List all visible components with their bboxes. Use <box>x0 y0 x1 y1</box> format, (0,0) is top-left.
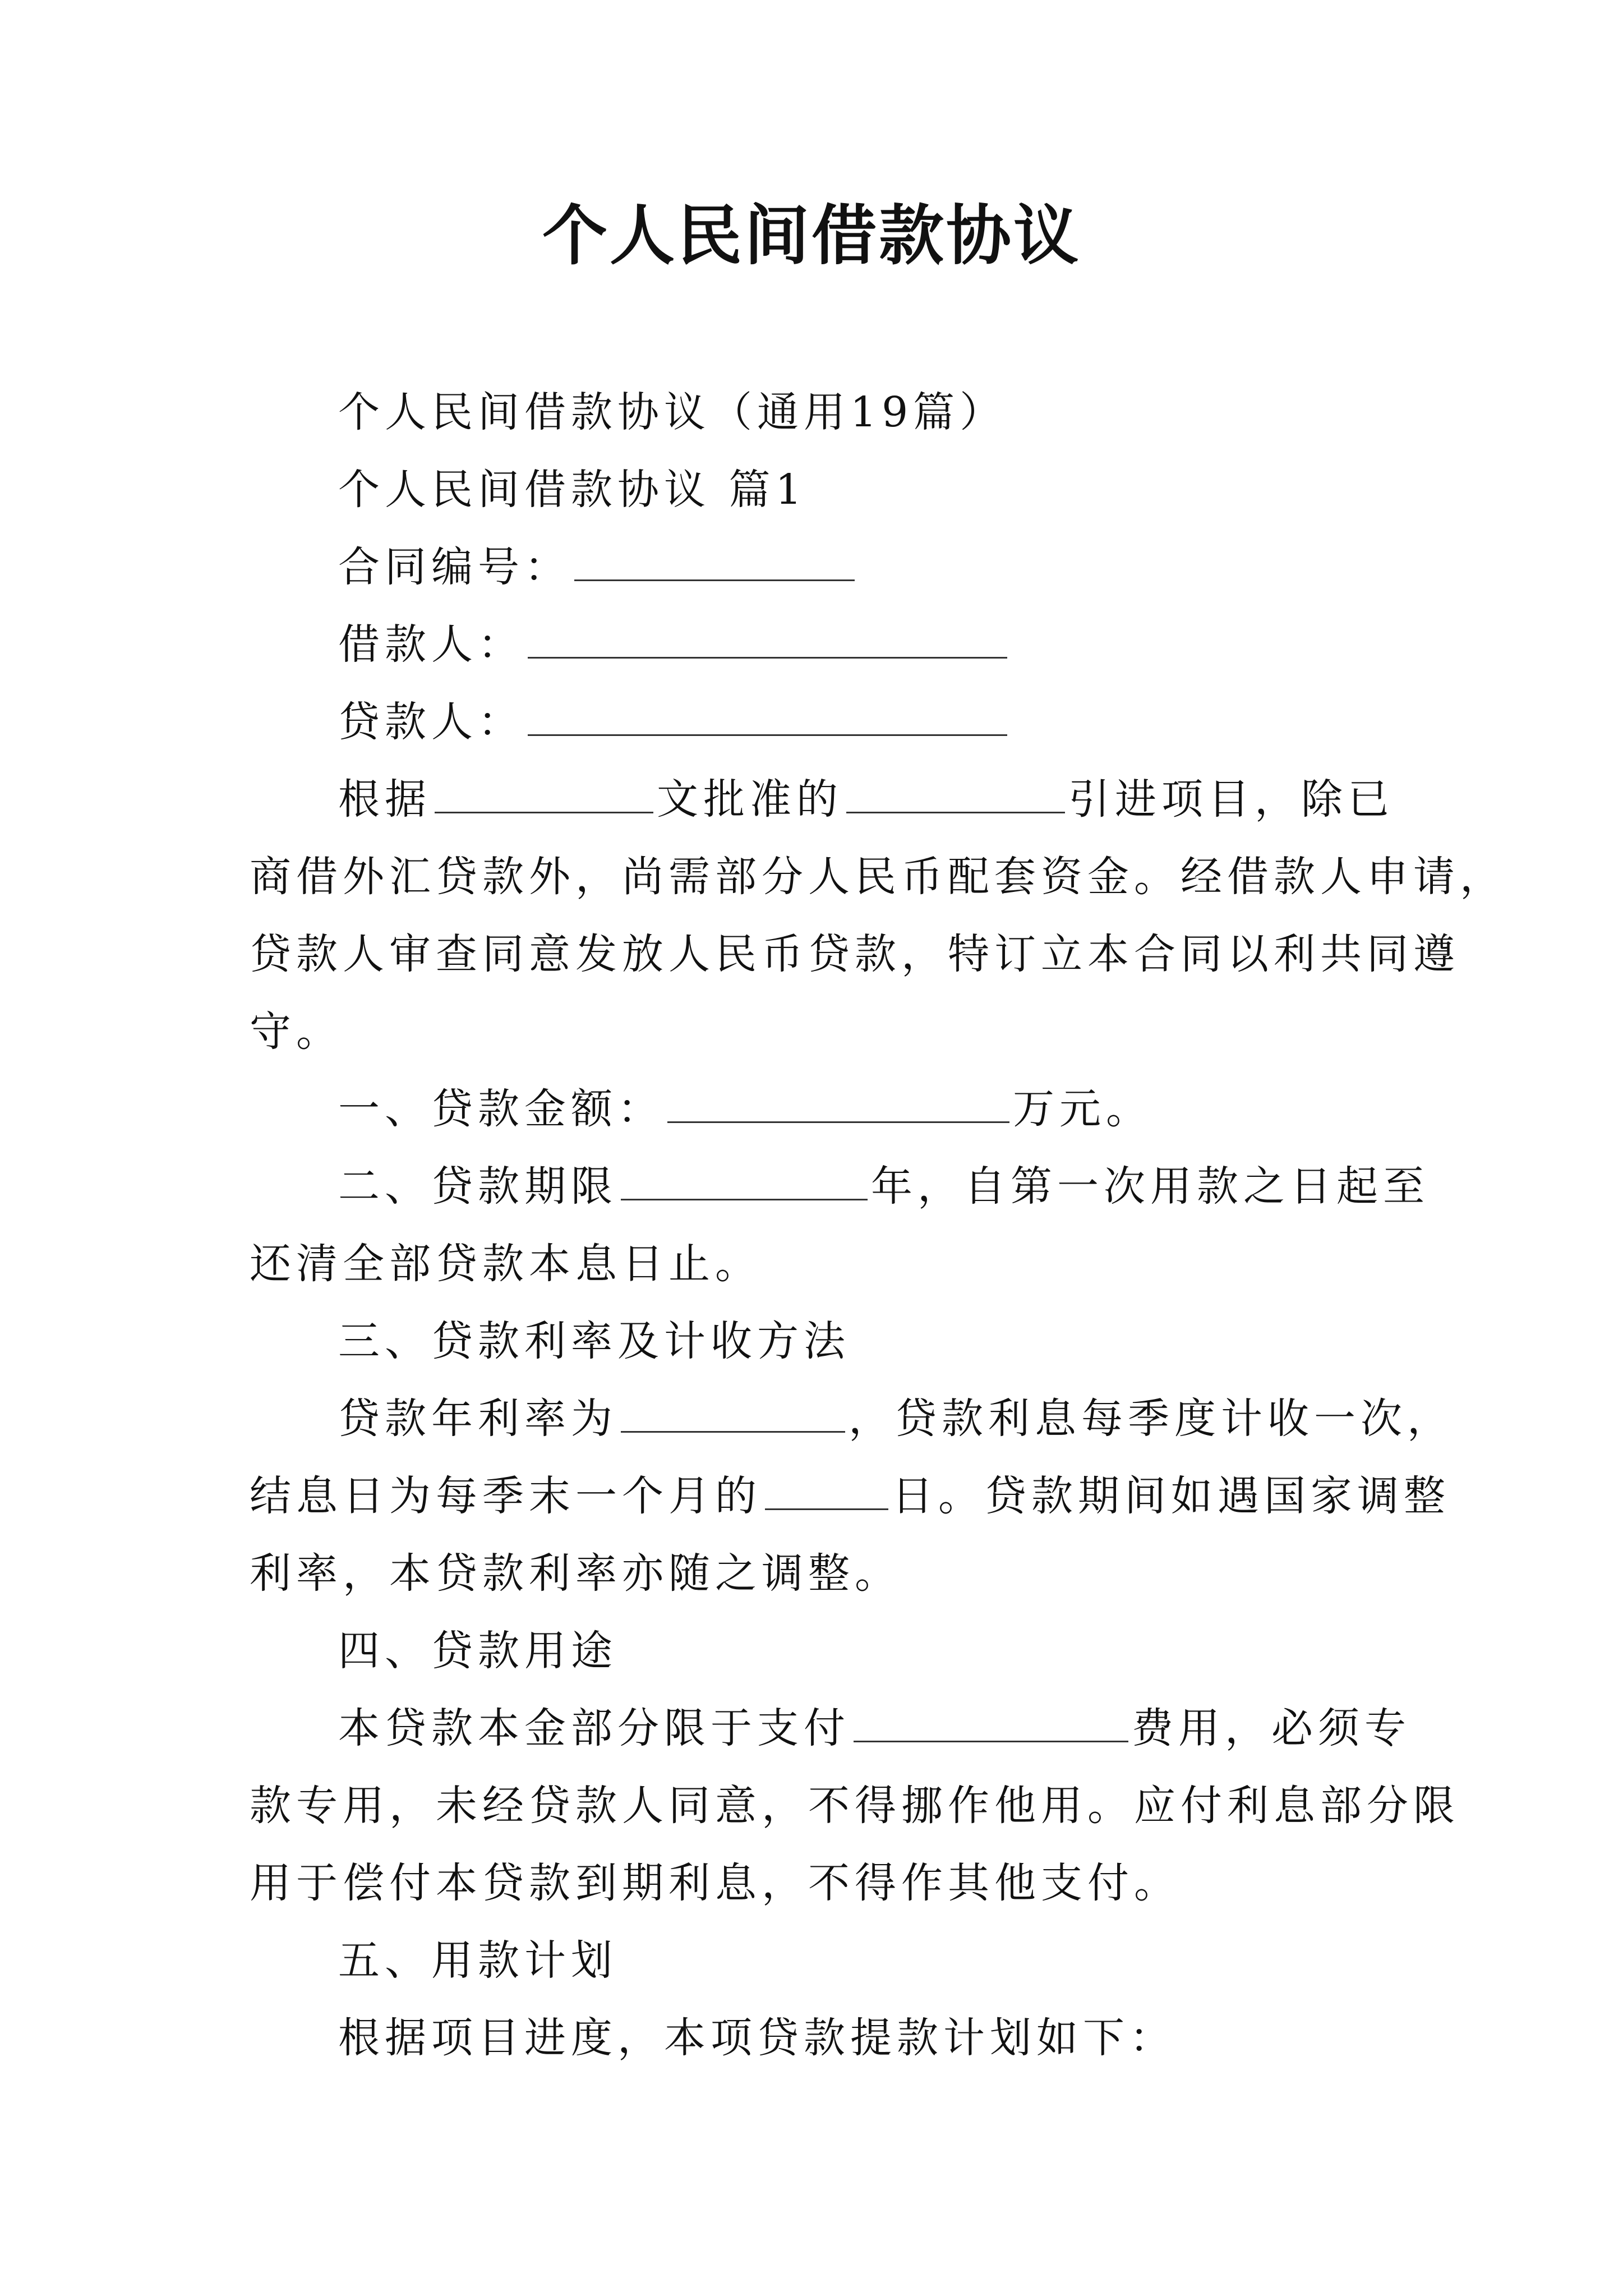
text-segment: ，贷款利息每季度计收一次， <box>849 1395 1454 1443</box>
text-segment: 三、贷款利率及计收方法 <box>338 1317 850 1365</box>
text-segment: 个人民间借款协议（通用19篇） <box>338 388 1007 436</box>
text-segment: 万元。 <box>1013 1085 1152 1133</box>
text-line <box>250 771 1482 827</box>
text-segment: 引进项目，除已 <box>1068 775 1394 823</box>
text-segment: 日。贷款期间如遇国家调整 <box>892 1472 1450 1520</box>
fill-blank <box>435 776 653 813</box>
text-line <box>250 1158 1482 1214</box>
text-segment: 一、贷款金额： <box>338 1085 664 1133</box>
text-segment: 贷款人审查同意发放人民币贷款，特订立本合同以利共同遵 <box>250 930 1460 978</box>
text-segment: 根据项目进度，本项贷款提款计划如下： <box>338 2014 1176 2062</box>
text-line <box>250 384 1482 440</box>
fill-blank <box>846 776 1065 813</box>
text-line <box>250 1700 1482 1756</box>
text-segment: 用于偿付本贷款到期利息，不得作其他支付。 <box>250 1859 1181 1907</box>
text-segment: 四、贷款用途 <box>338 1627 617 1675</box>
text-segment: 贷款人： <box>338 698 524 746</box>
document-title: 个人民间借款协议 <box>542 197 1081 274</box>
text-line <box>250 1855 1394 1911</box>
text-line <box>250 1081 1482 1137</box>
text-line <box>250 1623 1482 1679</box>
text-line <box>250 1004 1394 1060</box>
text-line <box>250 694 1482 750</box>
fill-blank <box>621 1163 868 1200</box>
text-line <box>250 1545 1394 1602</box>
fill-blank <box>667 1085 1009 1123</box>
fill-blank <box>574 544 855 581</box>
text-segment: 二、贷款期限 <box>338 1162 617 1211</box>
text-line <box>250 462 1482 518</box>
text-segment: 费用，必须专 <box>1132 1704 1411 1752</box>
text-line <box>250 849 1506 905</box>
text-segment: 根据 <box>338 775 431 823</box>
text-segment: 贷款年利率为 <box>338 1395 617 1443</box>
text-segment: 五、用款计划 <box>338 1936 617 1985</box>
fill-blank <box>528 698 1007 736</box>
fill-blank <box>765 1473 888 1510</box>
text-segment: 个人民间借款协议 篇1 <box>338 466 807 514</box>
text-line <box>250 616 1482 673</box>
text-segment: 合同编号： <box>338 543 571 591</box>
fill-blank <box>528 621 1007 659</box>
text-line <box>250 1932 1482 1989</box>
text-segment: 文批准的 <box>657 775 843 823</box>
text-line <box>250 1236 1394 1292</box>
text-line <box>250 1468 1450 1524</box>
text-segment: 本贷款本金部分限于支付 <box>338 1704 850 1752</box>
text-segment: 借款人： <box>338 620 524 669</box>
text-segment: 结息日为每季末一个月的 <box>250 1472 762 1520</box>
text-line <box>250 926 1460 982</box>
text-line <box>250 539 1482 595</box>
text-segment: 年，自第一次用款之日起至 <box>871 1162 1430 1211</box>
fill-blank <box>621 1395 845 1433</box>
text-line <box>250 2010 1482 2066</box>
text-segment: 还清全部贷款本息日止。 <box>250 1240 762 1288</box>
text-segment: 利率，本贷款利率亦随之调整。 <box>250 1549 901 1598</box>
text-segment: 守。 <box>250 1007 343 1056</box>
fill-blank <box>854 1705 1128 1742</box>
text-line <box>250 1313 1482 1369</box>
text-line <box>250 1778 1460 1834</box>
text-segment: 款专用，未经贷款人同意，不得挪作他用。应付利息部分限 <box>250 1782 1460 1830</box>
text-line <box>250 1391 1482 1447</box>
text-segment: 商借外汇贷款外，尚需部分人民币配套资金。经借款人申请， <box>250 853 1506 901</box>
